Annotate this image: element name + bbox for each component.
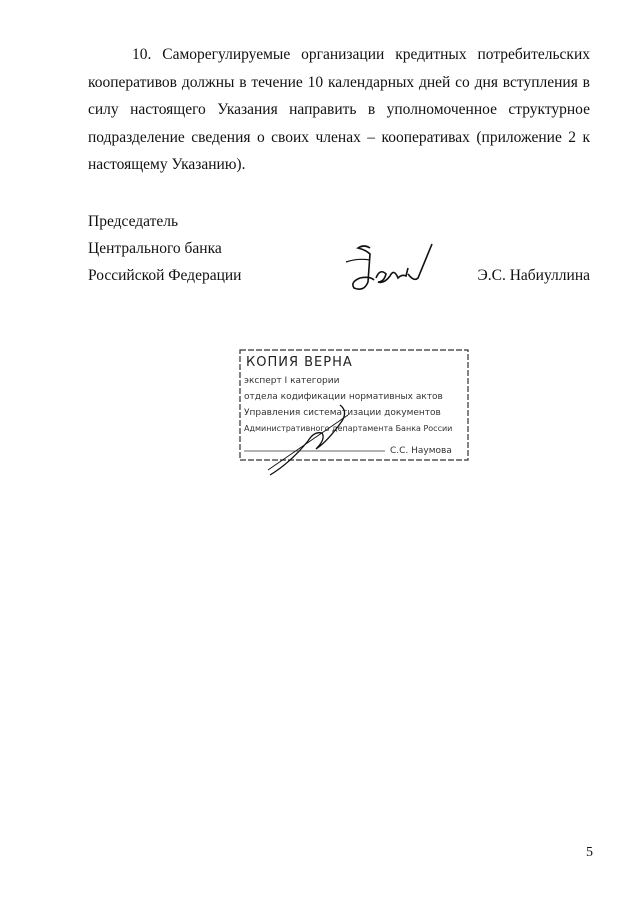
stamp-line-1: эксперт I категории (244, 376, 340, 386)
signatory-title-line2: Центрального банка (88, 240, 222, 257)
copy-certified-stamp (230, 345, 475, 480)
clause-10-paragraph: 10. Саморегулируемые организации кредитных потребительских кооперативов должны в течение 10 календарных дней со дня вступления в силу настоящего Указания направить в уполномоченное структурное подразделение сведения о своих членах – кооперативах (приложение 2 к настоящему Указанию). (88, 46, 590, 173)
signatory-name: Э.С. Набиуллина (477, 267, 590, 284)
stamp-line-2: отдела кодификации нормативных актов (244, 392, 443, 402)
signatory-title-line3: Российской Федерации (88, 267, 242, 284)
stamp-line-3: Управления систематизации документов (244, 408, 441, 418)
stamp-title: КОПИЯ ВЕРНА (246, 355, 353, 370)
stamp-line-4: Административного департамента Банка России (244, 424, 453, 433)
page-number: 5 (586, 845, 593, 860)
stamp-signer: С.С. Наумова (390, 446, 452, 456)
handwritten-signature (340, 238, 440, 298)
signatory-title-line1: Председатель (88, 213, 179, 230)
